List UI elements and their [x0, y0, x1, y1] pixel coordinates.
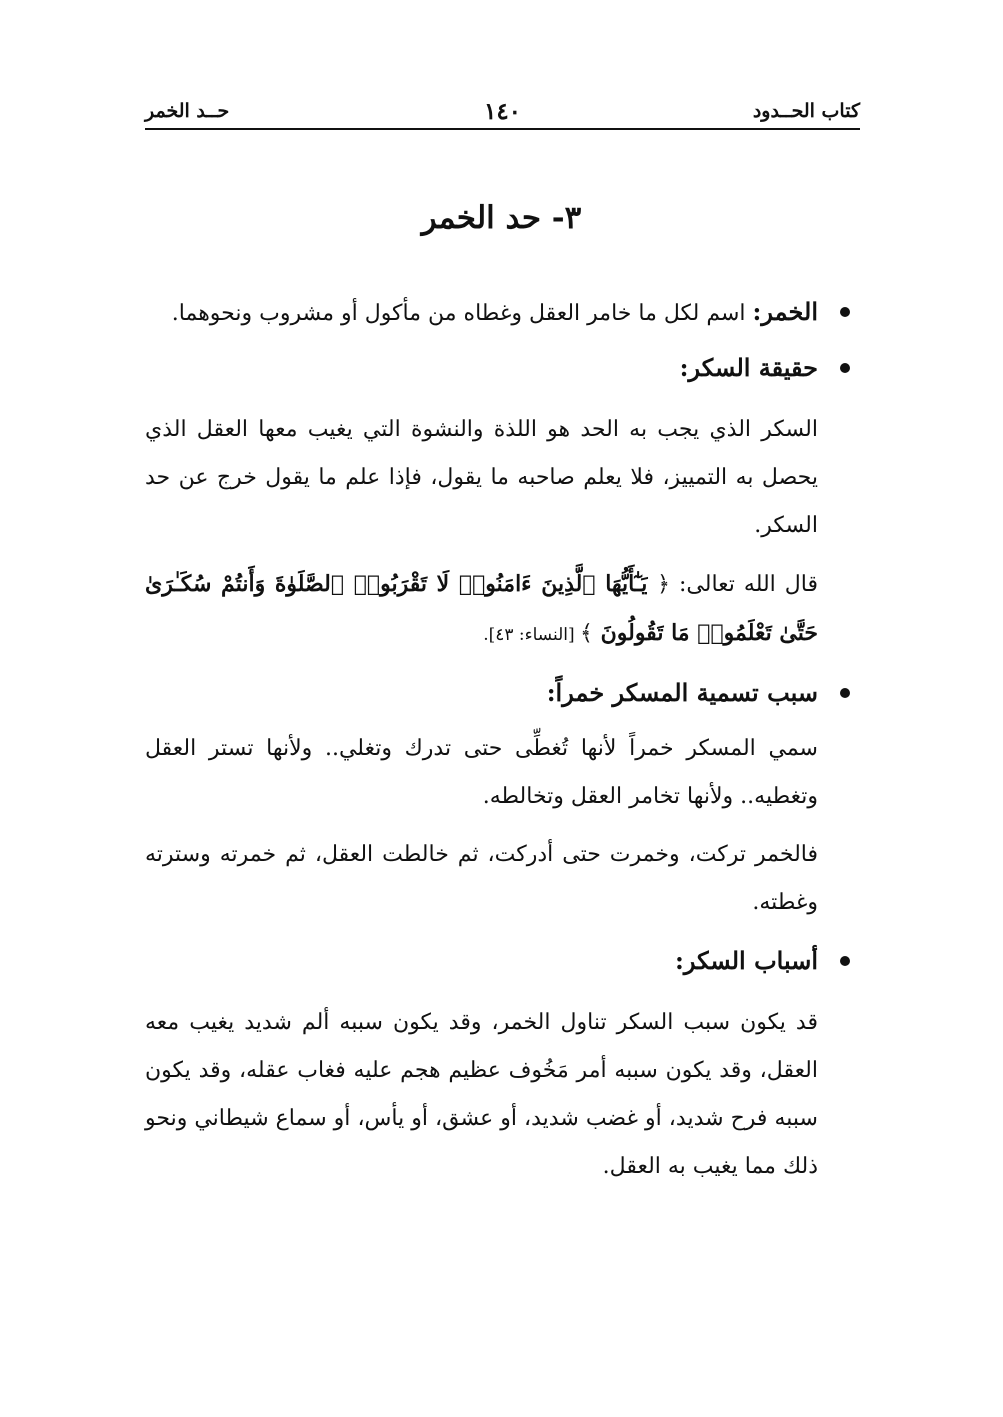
causes-heading-item [145, 937, 818, 987]
book-title: كتاب الحــدود [752, 100, 860, 122]
header-rule [145, 128, 860, 130]
naming-heading: سبب تسمية المسكر خمراً: [546, 678, 818, 707]
ornate-bracket-close-icon: ﴾ [580, 621, 593, 646]
naming-paragraph-2: فالخمر تركت، وخمرت حتى أدركت، ثم خالطت العقل، ثم خمرته وسترته وغطته. [145, 842, 818, 915]
ornate-bracket-open-icon: ﴿ [657, 572, 670, 597]
definition-text: اسم لكل ما خامر العقل وغطاه من مأكول أو مشروب ونحوهما. [171, 301, 753, 326]
bullet-icon [840, 307, 850, 317]
chapter-title: ٣- حد الخمر [421, 200, 582, 236]
quran-verse: يَـٰٓأَيُّهَا ٱلَّذِينَ ءَامَنُوا۟ لَا تَقْرَبُوا۟ ٱلصَّلَوٰةَ وَأَنتُمْ سُكَـٰرَىٰ حَتَّىٰ تَعْلَمُوا۟ مَا تَقُولُونَ [145, 571, 818, 646]
page-body [145, 288, 818, 1191]
reality-heading: حقيقة السكر: [679, 353, 818, 382]
naming-heading-item [145, 669, 818, 719]
bullet-icon [840, 688, 850, 698]
reality-heading-item [145, 344, 818, 394]
page-number: ١٤٠ [483, 98, 522, 125]
quran-quote [145, 560, 818, 659]
bullet-icon [840, 363, 850, 373]
causes-paragraph: قد يكون سبب السكر تناول الخمر، وقد يكون سببه ألم شديد يغيب معه العقل، وقد يكون سببه أمر مَخُوف عظيم هجم عليه فغاب عقله، وقد يكون سببه فرح شديد، أو غضب شديد، أو عشق، أو يأس، أو سماع شيطاني ونحو ذلك مما يغيب به العقل. [145, 1010, 818, 1179]
quote-intro: قال الله تعالى: [670, 572, 819, 597]
causes-heading: أسباب السكر: [674, 946, 818, 975]
reality-paragraph: السكر الذي يجب به الحد هو اللذة والنشوة التي يغيب معها العقل الذي يحصل به التمييز، فلا يعلم صاحبه ما يقول، فإذا علم ما يقول خرج عن حد السكر. [145, 417, 818, 538]
chapter-running-title: حــد الخمر [145, 100, 230, 122]
definition-term: الخمر: [752, 297, 818, 326]
naming-paragraph-1: سمي المسكر خمراً لأنها تُغطِّى حتى تدرك وتغلي.. ولأنها تستر العقل وتغطيه.. ولأنها تخامر العقل وتخالطه. [145, 736, 818, 809]
definition-item [145, 288, 818, 338]
verse-reference: [النساء: ٤٣]. [483, 625, 581, 645]
bullet-icon [840, 956, 850, 966]
running-header [145, 98, 860, 128]
